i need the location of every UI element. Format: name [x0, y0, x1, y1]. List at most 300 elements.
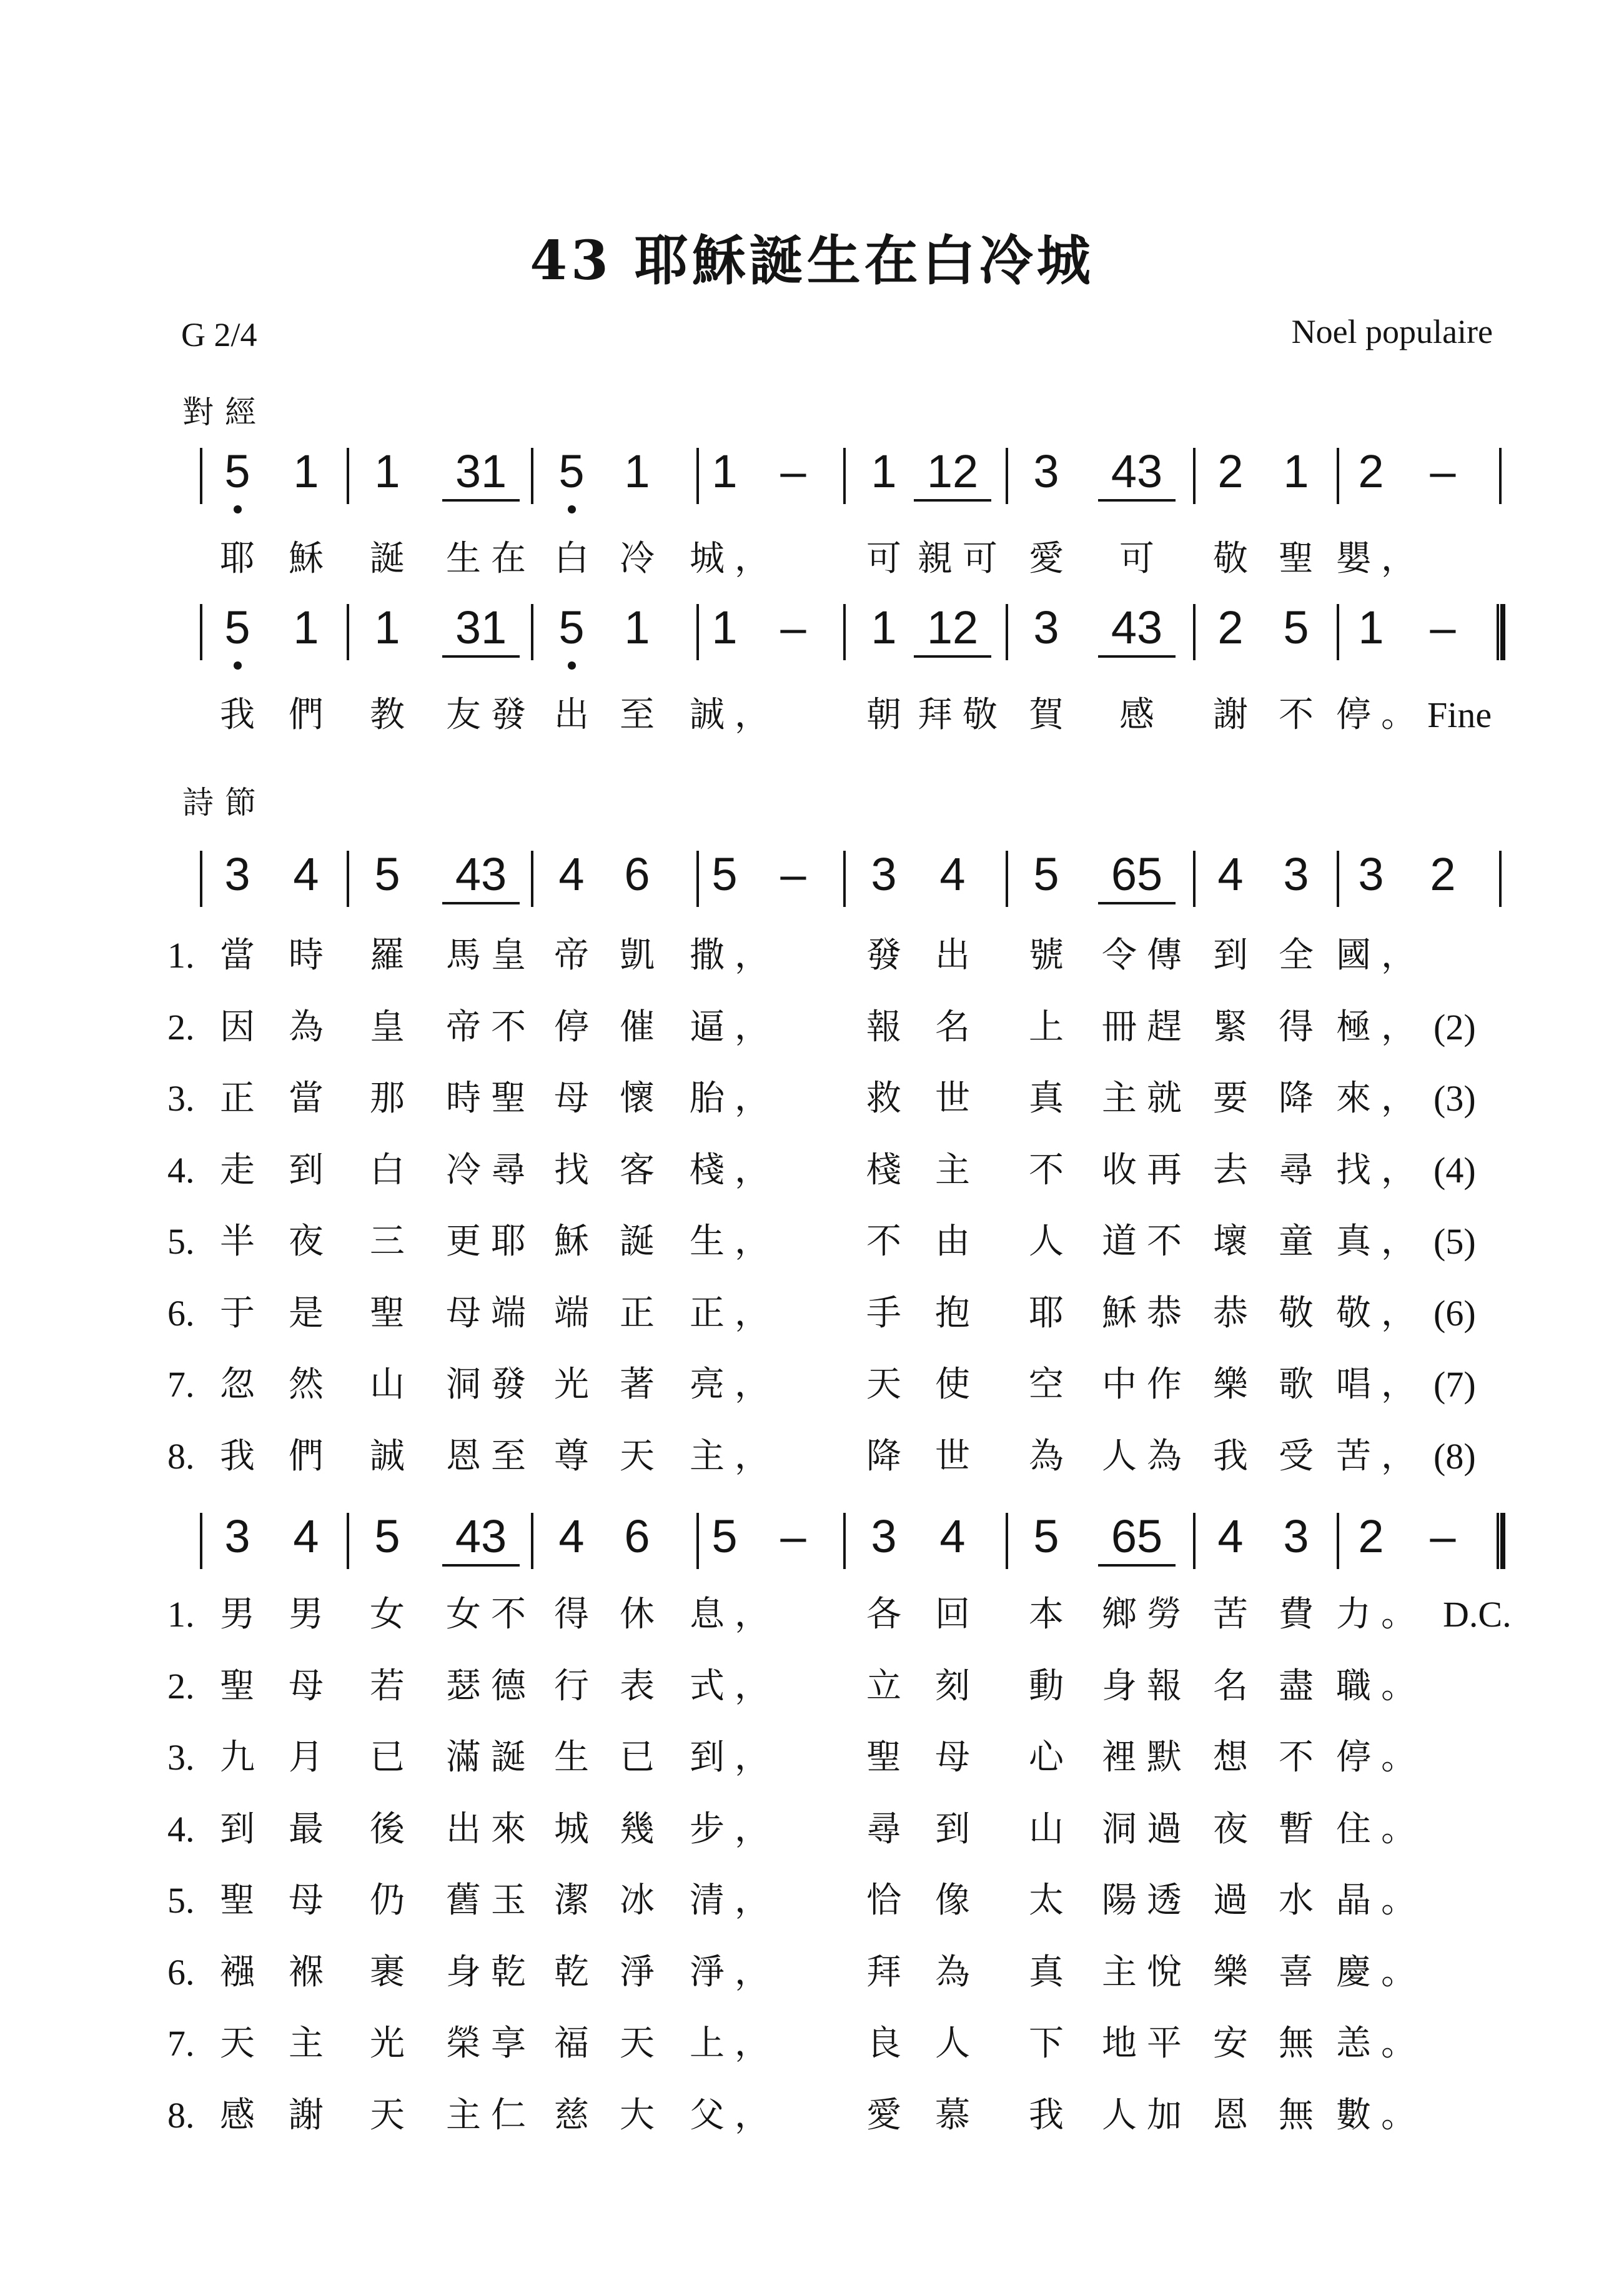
note: 43: [1111, 445, 1163, 497]
lyric-syllable: 幾: [620, 1808, 655, 1850]
lyric-syllable: 帝不: [446, 1006, 536, 1047]
verse-number: 8.: [167, 1435, 195, 1477]
lyric-syllable: 壞: [1213, 1221, 1248, 1262]
lyric-syllable: 聖: [220, 1665, 255, 1706]
lyric-syllable: 唱，: [1336, 1364, 1426, 1405]
line-end-mark: (5): [1433, 1221, 1476, 1262]
lyric-syllable: 上: [1029, 1006, 1064, 1047]
lyric-syllable: 愛: [1029, 538, 1064, 579]
note: 1: [293, 445, 319, 497]
barline: [200, 851, 202, 907]
lyric-syllable: 滿誕: [446, 1737, 536, 1778]
lyric-syllable: 回: [935, 1594, 970, 1635]
lyric-syllable: 棧: [866, 1149, 901, 1191]
note: 1: [711, 602, 738, 653]
lyric-syllable: 撒，: [690, 935, 780, 976]
lyric-syllable: 尊: [554, 1435, 589, 1477]
lyric-line: [0, 2019, 1624, 2075]
lyric-syllable: 嬰，: [1336, 538, 1426, 579]
lyric-syllable: 不: [866, 1221, 901, 1262]
barline: [1337, 604, 1339, 660]
lyric-syllable: 拜敬: [918, 695, 1008, 735]
lyric-syllable: 出來: [446, 1808, 536, 1850]
notation-row: [200, 597, 1512, 671]
lyric-syllable: 誕: [370, 538, 405, 579]
lyric-syllable: 過: [1213, 1880, 1248, 1921]
verse-number: 1.: [167, 935, 195, 976]
barline: [1193, 851, 1196, 907]
lyric-line: [0, 1876, 1624, 1932]
verse-number: 5.: [167, 1880, 195, 1921]
note: 65: [1111, 848, 1163, 900]
lyric-syllable: 力。: [1336, 1594, 1426, 1635]
barline: [1006, 604, 1008, 660]
lyric-syllable: 裡默: [1102, 1737, 1192, 1778]
lyric-syllable: 生，: [690, 1221, 780, 1262]
lyric-syllable: 城: [554, 1808, 589, 1850]
lyric-syllable: 洞發: [446, 1364, 536, 1405]
line-end-mark: D.C.: [1443, 1594, 1512, 1635]
lyric-syllable: 名: [935, 1006, 970, 1047]
lyric-syllable: 尋: [1279, 1149, 1314, 1191]
verse-number: 5.: [167, 1221, 195, 1262]
verse-number: 6.: [167, 1951, 195, 1993]
line-end-mark: Fine: [1427, 695, 1492, 735]
note: –: [780, 445, 806, 497]
lyric-syllable: 淨，: [690, 1951, 780, 1993]
barline: [200, 1513, 202, 1569]
note: 31: [455, 445, 507, 497]
barline: [531, 604, 533, 660]
lyric-syllable: 生: [554, 1737, 589, 1778]
note: 6: [624, 848, 650, 900]
lyric-syllable: 朝: [866, 695, 901, 735]
lyric-syllable: 謝: [289, 2094, 324, 2136]
lyric-syllable: 光: [370, 2023, 405, 2064]
barline: [843, 851, 846, 907]
lyric-syllable: 無: [1279, 2094, 1314, 2136]
eighth-note-underline: [442, 1564, 520, 1567]
lyric-syllable: 不: [1279, 1737, 1314, 1778]
lyric-syllable: 主: [289, 2023, 324, 2064]
lyric-syllable: 苦: [1213, 1594, 1248, 1635]
lyric-syllable: 世: [935, 1078, 970, 1119]
lyric-syllable: 鄉勞: [1102, 1594, 1192, 1635]
lyric-syllable: 誕: [620, 1221, 655, 1262]
lyric-syllable: 道不: [1102, 1221, 1192, 1262]
lyric-syllable: 客: [620, 1149, 655, 1191]
lyric-line: [0, 2091, 1624, 2147]
notation-row: [200, 843, 1512, 918]
note: 1: [711, 445, 738, 497]
note: 43: [455, 1510, 507, 1562]
lyric-syllable: 乾: [554, 1951, 589, 1993]
lyric-syllable: 夜: [1213, 1808, 1248, 1850]
lyric-syllable: 敬: [1213, 538, 1248, 579]
lyric-syllable: 盡: [1279, 1665, 1314, 1706]
note: 1: [871, 602, 897, 653]
lyric-syllable: 敬，: [1336, 1292, 1426, 1334]
barline: [200, 604, 202, 660]
lyric-line: [0, 1432, 1624, 1488]
verse-number: 3.: [167, 1737, 195, 1778]
lyric-syllable: 時聖: [446, 1078, 536, 1119]
lyric-syllable: 晶。: [1336, 1880, 1426, 1921]
note: 4: [939, 1510, 966, 1562]
lower-octave-dot: [568, 661, 576, 670]
lyric-syllable: 月: [289, 1737, 324, 1778]
lyric-syllable: 陽透: [1102, 1880, 1192, 1921]
lyric-syllable: 到: [935, 1808, 970, 1850]
lyric-syllable: 天: [620, 2023, 655, 2064]
lyric-syllable: 白: [554, 538, 589, 579]
barline: [200, 448, 202, 504]
note: –: [780, 602, 806, 653]
lyric-syllable: 忽: [220, 1364, 255, 1405]
lyric-syllable: 主悅: [1102, 1951, 1192, 1993]
eighth-note-underline: [1098, 902, 1176, 904]
note: 5: [224, 445, 250, 497]
eighth-note-underline: [442, 499, 520, 502]
lyric-syllable: 至: [620, 695, 655, 735]
lyric-syllable: 亮，: [690, 1364, 780, 1405]
lyric-syllable: 恩: [1213, 2094, 1248, 2136]
lyric-syllable: 著: [620, 1364, 655, 1405]
lyric-syllable: 皇: [370, 1006, 405, 1047]
eighth-note-underline: [442, 655, 520, 658]
lyric-syllable: 耶: [1029, 1292, 1064, 1334]
note: 4: [558, 1510, 585, 1562]
lyric-syllable: 愛: [866, 2094, 901, 2136]
note: 3: [1358, 848, 1384, 900]
lyric-syllable: 城，: [690, 538, 780, 579]
eighth-note-underline: [1098, 655, 1176, 658]
note: 5: [711, 848, 738, 900]
lyric-syllable: 可: [1119, 538, 1154, 579]
barline: [347, 448, 349, 504]
lyric-syllable: 上，: [690, 2023, 780, 2064]
lyric-syllable: 我: [220, 695, 255, 735]
lyric-syllable: 息，: [690, 1594, 780, 1635]
lyric-syllable: 不: [1279, 695, 1314, 735]
lyric-syllable: 山: [1029, 1808, 1064, 1850]
barline: [1499, 448, 1502, 504]
lyric-syllable: 停。: [1336, 695, 1426, 735]
hymn-title: 43 耶穌誕生在白冷城: [530, 229, 1094, 292]
lyric-syllable: 拜: [866, 1951, 901, 1993]
notation-row: [200, 1505, 1512, 1580]
lyric-syllable: 因: [220, 1006, 255, 1047]
lyric-syllable: 友發: [446, 695, 536, 735]
lyric-syllable: 最: [289, 1808, 324, 1850]
lyric-syllable: 天: [620, 1435, 655, 1477]
lyric-syllable: 良: [866, 2023, 901, 2064]
lower-octave-dot: [234, 505, 242, 513]
lyric-syllable: 慶。: [1336, 1951, 1426, 1993]
note: 4: [293, 848, 319, 900]
lyric-syllable: 三: [370, 1221, 405, 1262]
lyric-syllable: 暫: [1279, 1808, 1314, 1850]
barline: [1337, 448, 1339, 504]
lyric-syllable: 為: [935, 1951, 970, 1993]
barline: [1006, 851, 1008, 907]
lyric-line: [0, 1661, 1624, 1718]
note: 5: [1283, 602, 1309, 653]
note: 3: [1283, 848, 1309, 900]
lyric-syllable: 榮享: [446, 2023, 536, 2064]
lyric-syllable: 更耶: [446, 1221, 536, 1262]
lyric-syllable: 全: [1279, 935, 1314, 976]
note: 43: [1111, 602, 1163, 653]
barline: [347, 604, 349, 660]
lyric-syllable: 時: [289, 935, 324, 976]
note: 1: [624, 445, 650, 497]
lyric-syllable: 瑟德: [446, 1665, 536, 1706]
lyric-syllable: 號: [1029, 935, 1064, 976]
lyric-syllable: 報: [866, 1006, 901, 1047]
lyric-syllable: 動: [1029, 1665, 1064, 1706]
lyric-line: [0, 1217, 1624, 1273]
lyric-syllable: 本: [1029, 1594, 1064, 1635]
lyric-syllable: 主就: [1102, 1078, 1192, 1119]
lyric-syllable: 福: [554, 2023, 589, 2064]
barline: [843, 448, 846, 504]
lyric-syllable: 到: [1213, 935, 1248, 976]
lyric-syllable: 耶: [220, 538, 255, 579]
verse-number: 2.: [167, 1665, 195, 1706]
note: –: [1430, 602, 1456, 653]
verse-number: 4.: [167, 1808, 195, 1850]
lyric-syllable: 穌恭: [1102, 1292, 1192, 1334]
lyric-syllable: 身乾: [446, 1951, 536, 1993]
lyric-syllable: 穌: [289, 538, 324, 579]
lyric-line: [0, 534, 1624, 590]
lyric-syllable: 走: [220, 1149, 255, 1191]
lyric-syllable: 人加: [1102, 2094, 1192, 2136]
lyric-syllable: 穌: [554, 1221, 589, 1262]
lyric-syllable: 人為: [1102, 1435, 1192, 1477]
lyric-syllable: 當: [289, 1078, 324, 1119]
lyric-line: [0, 1733, 1624, 1789]
note: 2: [1430, 848, 1456, 900]
note: 5: [558, 445, 585, 497]
lyric-syllable: 男: [220, 1594, 255, 1635]
lyric-syllable: 襁: [220, 1951, 255, 1993]
barline: [843, 604, 846, 660]
lyric-syllable: 恙。: [1336, 2023, 1426, 2064]
note: 6: [624, 1510, 650, 1562]
lyric-syllable: 慕: [935, 2094, 970, 2136]
barline: [1193, 448, 1196, 504]
lyric-syllable: 母: [289, 1665, 324, 1706]
barline: [843, 1513, 846, 1569]
note: –: [1430, 1510, 1456, 1562]
section-label-verses: 詩節: [182, 785, 267, 821]
lyric-syllable: 要: [1213, 1078, 1248, 1119]
lyric-syllable: 主，: [690, 1435, 780, 1477]
barline: [696, 604, 699, 660]
note: 4: [939, 848, 966, 900]
lyric-line: [0, 1805, 1624, 1861]
barline: [1193, 604, 1196, 660]
note: 5: [711, 1510, 738, 1562]
lyric-syllable: 生在: [446, 538, 536, 579]
lyric-syllable: 水: [1279, 1880, 1314, 1921]
lyric-syllable: 安: [1213, 2023, 1248, 2064]
note: 1: [374, 602, 400, 653]
eighth-note-underline: [1098, 499, 1176, 502]
lyric-syllable: 白: [370, 1149, 405, 1191]
lower-octave-dot: [568, 505, 576, 513]
lyric-syllable: 父，: [690, 2094, 780, 2136]
barline: [1006, 1513, 1008, 1569]
lyric-syllable: 尋: [866, 1808, 901, 1850]
lyric-line: [0, 690, 1624, 746]
lyric-syllable: 找，: [1336, 1149, 1426, 1191]
lyric-syllable: 天: [220, 2023, 255, 2064]
lyric-syllable: 名: [1213, 1665, 1248, 1706]
lyric-line: [0, 1948, 1624, 2004]
lyric-syllable: 感: [220, 2094, 255, 2136]
lyric-syllable: 仍: [370, 1880, 405, 1921]
lyric-syllable: 各: [866, 1594, 901, 1635]
barline: [531, 851, 533, 907]
lyric-syllable: 住。: [1336, 1808, 1426, 1850]
lyric-syllable: 羅: [370, 935, 405, 976]
lyric-syllable: 正: [220, 1078, 255, 1119]
lyric-syllable: 懷: [620, 1078, 655, 1119]
lyric-syllable: 聖: [370, 1292, 405, 1334]
lyric-syllable: 刻: [935, 1665, 970, 1706]
lyric-syllable: 馬皇: [446, 935, 536, 976]
note: 3: [871, 848, 897, 900]
note: 3: [1033, 445, 1059, 497]
note: 4: [558, 848, 585, 900]
lyric-syllable: 中作: [1102, 1364, 1192, 1405]
lyric-syllable: 童: [1279, 1221, 1314, 1262]
lyric-line: [0, 1360, 1624, 1416]
lyric-syllable: 山: [370, 1364, 405, 1405]
lyric-syllable: 已: [370, 1737, 405, 1778]
verse-number: 7.: [167, 2023, 195, 2064]
lyric-syllable: 步，: [690, 1808, 780, 1850]
lyric-syllable: 喜: [1279, 1951, 1314, 1993]
lyric-syllable: 誠，: [690, 695, 780, 735]
lyric-syllable: 女不: [446, 1594, 536, 1635]
lyric-syllable: 九: [220, 1737, 255, 1778]
note: –: [780, 1510, 806, 1562]
lyric-syllable: 母: [554, 1078, 589, 1119]
lyric-syllable: 立: [866, 1665, 901, 1706]
lyric-syllable: 冷尋: [446, 1149, 536, 1191]
note: 5: [1033, 848, 1059, 900]
lyric-syllable: 天: [866, 1364, 901, 1405]
note: 1: [374, 445, 400, 497]
verse-number: 3.: [167, 1078, 195, 1119]
lyric-syllable: 若: [370, 1665, 405, 1706]
lyric-syllable: 凱: [620, 935, 655, 976]
lyric-syllable: 歌: [1279, 1364, 1314, 1405]
lyric-syllable: 世: [935, 1435, 970, 1477]
lyric-syllable: 人: [935, 2023, 970, 2064]
eighth-note-underline: [442, 902, 520, 904]
lyric-syllable: 已: [620, 1737, 655, 1778]
lyric-syllable: 聖: [220, 1880, 255, 1921]
lyric-syllable: 得: [554, 1594, 589, 1635]
lyric-syllable: 身報: [1102, 1665, 1192, 1706]
note: 3: [871, 1510, 897, 1562]
lyric-syllable: 是: [289, 1292, 324, 1334]
lyric-syllable: 可: [866, 538, 901, 579]
lyric-syllable: 大: [620, 2094, 655, 2136]
lyric-syllable: 行: [554, 1665, 589, 1706]
lyric-syllable: 發: [866, 935, 901, 976]
note: 3: [1033, 602, 1059, 653]
lyric-syllable: 心: [1029, 1737, 1064, 1778]
key-signature: G 2/4: [181, 316, 257, 354]
lyric-syllable: 敬: [1279, 1292, 1314, 1334]
lyric-syllable: 極，: [1336, 1006, 1426, 1047]
lyric-syllable: 半: [220, 1221, 255, 1262]
lyric-syllable: 去: [1213, 1149, 1248, 1191]
lyric-syllable: 母: [935, 1737, 970, 1778]
verse-number: 2.: [167, 1006, 195, 1047]
barline: [696, 851, 699, 907]
lyric-syllable: 們: [289, 695, 324, 735]
note: 5: [374, 1510, 400, 1562]
note: 43: [455, 848, 507, 900]
barline: [347, 851, 349, 907]
lyric-line: [0, 1146, 1624, 1202]
lyric-syllable: 催: [620, 1006, 655, 1047]
barline: [1337, 1513, 1339, 1569]
lyric-syllable: 人: [1029, 1221, 1064, 1262]
lyric-syllable: 真: [1029, 1078, 1064, 1119]
barline: [1006, 448, 1008, 504]
lyric-syllable: 不: [1029, 1149, 1064, 1191]
verse-number: 8.: [167, 2094, 195, 2136]
lyric-syllable: 出: [554, 695, 589, 735]
note: 3: [1283, 1510, 1309, 1562]
note: 1: [293, 602, 319, 653]
lyric-syllable: 停。: [1336, 1737, 1426, 1778]
lyric-syllable: 教: [370, 695, 405, 735]
lyric-syllable: 由: [935, 1221, 970, 1262]
lyric-syllable: 端: [554, 1292, 589, 1334]
final-barline: [1497, 604, 1505, 660]
lyric-syllable: 休: [620, 1594, 655, 1635]
lyric-syllable: 費: [1279, 1594, 1314, 1635]
lyric-syllable: 冷: [620, 538, 655, 579]
lyric-line: [0, 1590, 1624, 1646]
barline: [696, 1513, 699, 1569]
lyric-syllable: 謝: [1213, 695, 1248, 735]
lyric-syllable: 後: [370, 1808, 405, 1850]
lyric-syllable: 賀: [1029, 695, 1064, 735]
lyric-syllable: 誠: [370, 1435, 405, 1477]
lyric-syllable: 主仁: [446, 2094, 536, 2136]
lyric-syllable: 聖: [866, 1737, 901, 1778]
barline: [531, 448, 533, 504]
barline: [1499, 851, 1502, 907]
lyric-syllable: 恰: [866, 1880, 901, 1921]
verse-number: 1.: [167, 1594, 195, 1635]
note: –: [1430, 445, 1456, 497]
lyric-syllable: 夜: [289, 1221, 324, 1262]
lyric-syllable: 潔: [554, 1880, 589, 1921]
lyric-syllable: 主: [935, 1149, 970, 1191]
note: 4: [1217, 1510, 1244, 1562]
